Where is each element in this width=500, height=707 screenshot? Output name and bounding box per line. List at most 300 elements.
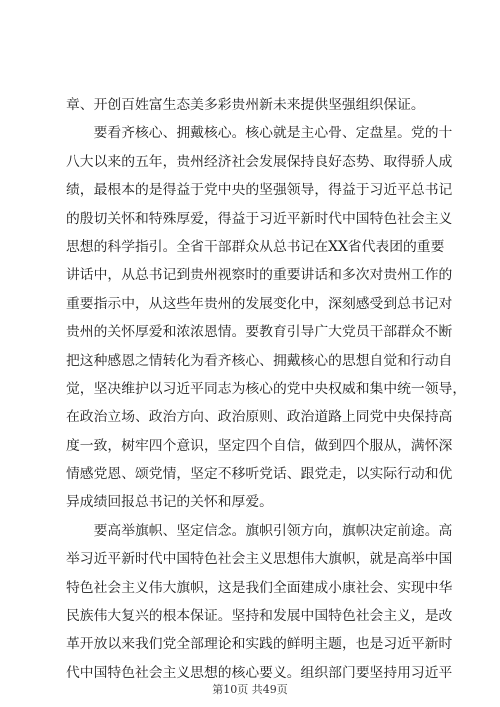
text-glyph: 要 [245,324,260,341]
text-glyph: 和 [355,380,370,397]
text-glyph: 社 [134,664,149,681]
text-glyph: 大 [328,324,342,341]
text-line [66,119,453,147]
text-glyph: 导 [300,182,315,199]
text-glyph: 主 [162,664,177,681]
text-glyph: ， [452,380,467,397]
text-glyph: 思 [341,352,356,369]
text-glyph: 是 [383,551,398,568]
text-glyph: 来 [121,636,135,653]
text-glyph: 。 [286,664,301,681]
text-glyph: 团 [389,238,403,255]
text-glyph: 贵 [176,153,191,170]
text-glyph: 骨 [328,125,342,142]
text-glyph: 济 [217,153,232,170]
text-glyph: 中 [121,295,135,312]
text-glyph: 向 [190,409,204,426]
text-glyph: 致 [93,437,108,454]
text-glyph: 主 [314,636,329,653]
text-glyph: 国 [93,664,108,681]
text-glyph: 。 [397,125,411,142]
text-glyph: 是 [231,579,246,596]
text-glyph: 场 [121,409,135,426]
text-glyph: 织 [314,664,329,681]
text-glyph: 总 [410,182,425,199]
text-glyph: 拥 [272,352,287,369]
text-glyph: ， [355,551,370,568]
text-glyph: 部 [190,636,204,653]
text-glyph: 受 [369,295,384,312]
text-glyph: 用 [397,664,411,681]
text-glyph: 的 [121,153,135,170]
text-glyph: 次 [355,267,370,284]
text-glyph: 行 [410,352,425,369]
text-glyph: 伟 [148,579,163,596]
text-glyph: 。 [231,324,246,341]
text-glyph: 记 [424,295,439,312]
text-glyph: 动 [424,352,439,369]
text-glyph: 鲜 [286,636,301,653]
text-glyph: 四 [245,437,260,454]
text-glyph: 的 [424,125,439,142]
text-glyph: 题 [328,636,342,653]
text-glyph: 中 [383,380,398,397]
text-glyph: 习 [162,380,177,397]
text-glyph: 于 [355,182,370,199]
text-glyph: 会 [369,579,384,596]
text-glyph: 党 [369,409,384,426]
text-glyph: 的 [148,608,163,625]
text-glyph: 高 [438,409,453,426]
text-glyph: 、 [383,579,398,596]
text-glyph: 对 [438,295,453,312]
text-glyph: 的 [402,238,417,255]
text-glyph: 国 [438,551,453,568]
text-glyph: 恩 [107,466,122,483]
text-glyph: 特 [369,210,384,227]
text-glyph: 我 [245,579,260,596]
text-glyph: 思 [190,664,204,681]
text-glyph: ， [341,466,356,483]
text-glyph: 要 [355,664,370,681]
text-glyph: 感 [79,466,94,483]
text-glyph: 情 [148,352,163,369]
text-glyph: 央 [314,380,329,397]
text-glyph: 义 [272,664,287,681]
text-glyph: 特 [328,608,342,625]
text-glyph: 自 [272,437,287,454]
text-glyph: 复 [121,608,135,625]
text-glyph: 深 [438,437,453,454]
text-glyph: 政 [79,409,94,426]
text-glyph [66,517,80,545]
text-glyph: 发 [245,295,260,312]
text-glyph: 怀 [121,324,135,341]
text-glyph: 中 [341,210,356,227]
text-glyph: 、 [341,125,356,142]
text-glyph: 主 [245,551,260,568]
text-glyph: 的 [66,210,80,227]
text-glyph: 坚 [176,522,191,539]
text-glyph: 主 [383,608,398,625]
text-glyph: 来 [107,153,122,170]
text-glyph: 跟 [300,466,315,483]
text-line [66,148,453,176]
text-glyph: 要 [259,664,273,681]
text-glyph: ， [314,182,329,199]
text-glyph: 的 [328,352,342,369]
text-glyph: 组 [300,664,315,681]
text-glyph: 道 [314,409,329,426]
text-glyph: 记 [162,267,177,284]
text-glyph: 变 [272,295,287,312]
text-glyph: 和 [259,608,273,625]
text-glyph: 特 [190,551,204,568]
text-glyph: 大 [79,153,94,170]
text-glyph: 帜 [259,522,273,539]
text-glyph: 怀 [121,210,135,227]
text-glyph: 以 [355,466,370,483]
text-glyph: 个 [162,437,177,454]
text-glyph: 五 [134,153,149,170]
text-glyph: 全 [272,579,287,596]
text-glyph: 色 [341,608,356,625]
text-glyph: 州 [79,324,94,341]
text-glyph: 核 [231,664,246,681]
text-glyph: 从 [121,267,135,284]
text-glyph: 的 [272,636,287,653]
text-glyph: 员 [355,324,370,341]
text-glyph: 民 [66,608,80,625]
text-glyph: 浓 [176,324,191,341]
text-glyph: 根 [162,608,177,625]
text-line [66,630,453,658]
text-glyph: 从 [148,295,163,312]
text-glyph: 行 [397,466,411,483]
text-glyph: 书 [148,267,163,284]
text-glyph: 州 [217,295,232,312]
text-glyph: ， [341,636,356,653]
text-glyph: 广 [314,324,329,341]
text-glyph: 坚 [93,380,108,397]
text-glyph: 、 [134,409,149,426]
text-line-content: 章、开创百姓富生态美多彩贵州新未来提供坚强组织保证。 [66,97,425,113]
text-glyph: 和 [231,636,246,653]
text-glyph: 势 [355,153,370,170]
text-glyph: 度 [66,437,80,454]
text-glyph: 多 [341,267,356,284]
text-glyph: 旗 [176,579,191,596]
text-glyph: 央 [231,182,246,199]
text-glyph: 牢 [134,437,149,454]
text-glyph: 讲 [66,267,80,284]
text-glyph: 这 [162,295,177,312]
text-glyph: 途 [410,522,425,539]
text-glyph: 持 [383,664,398,681]
text-glyph: 社 [231,153,246,170]
text-glyph: ， [107,267,122,284]
text-glyph: 州 [397,267,411,284]
text-glyph: 平 [107,551,122,568]
text-glyph: 书 [410,295,425,312]
text-glyph: 集 [369,380,384,397]
text-glyph: 保 [286,153,301,170]
text-glyph: 之 [134,352,149,369]
text-glyph: ， [79,182,94,199]
text-glyph: 色 [121,664,135,681]
text-glyph: 些 [176,295,191,312]
text-glyph: 中 [300,380,315,397]
text-glyph: 十 [438,125,453,142]
text-glyph: 不 [424,324,439,341]
text-glyph: 思 [272,551,287,568]
text-glyph: 众 [410,324,425,341]
text-glyph: 主 [300,125,315,142]
text-glyph: 社 [355,608,370,625]
text-glyph: 科 [107,238,122,255]
text-glyph: 群 [397,324,411,341]
text-glyph: 定 [203,466,218,483]
text-glyph: 得 [162,182,177,199]
text-glyph: 指 [134,238,149,255]
text-glyph: ， [314,295,329,312]
text-line [66,375,467,403]
text-glyph: 的 [217,664,232,681]
text-glyph: 小 [328,579,342,596]
text-line [66,318,453,346]
text-glyph: 平 [286,210,301,227]
text-glyph: 国 [355,210,370,227]
text-glyph: 恩 [203,324,218,341]
text-glyph: 国 [314,608,329,625]
text-glyph: 们 [259,579,273,596]
text-glyph: 社 [355,579,370,596]
text-glyph: 大 [162,579,177,596]
text-glyph: 主 [424,210,439,227]
text-glyph: 义 [397,608,411,625]
text-glyph: 和 [134,210,149,227]
text-glyph: 断 [438,324,453,341]
text-glyph: 得 [328,182,342,199]
text-glyph: 以 [107,636,122,653]
text-glyph: 代 [66,664,80,681]
text-glyph: 持 [424,409,439,426]
text-glyph: 这 [79,352,94,369]
text-glyph: 义 [134,579,149,596]
text-glyph: 经 [203,153,218,170]
text-glyph: 骄 [410,153,425,170]
text-glyph: 省 [190,238,204,255]
text-glyph: 坚 [259,182,273,199]
text-glyph: 、 [369,153,384,170]
text-glyph: 伟 [93,608,108,625]
text-glyph: 党 [259,466,273,483]
text-glyph: 展 [286,608,301,625]
text-glyph: 、 [259,352,273,369]
text-glyph: 色 [383,210,398,227]
text-glyph: 新 [121,551,135,568]
text-glyph: ， [203,210,218,227]
text-glyph: 、 [272,409,287,426]
text-glyph: 化 [286,295,301,312]
text-glyph: 以 [93,153,108,170]
text-line [66,432,453,460]
document-body [66,91,467,687]
text-glyph: 实 [369,466,384,483]
text-glyph: 年 [148,153,163,170]
text-glyph: 践 [259,636,273,653]
text-glyph: 中 [424,551,439,568]
text-glyph: 领 [286,522,301,539]
text-glyph: 厚 [176,210,191,227]
text-glyph: 时 [314,210,329,227]
text-glyph: 的 [93,238,108,255]
text-glyph: 护 [134,380,149,397]
text-glyph: 贵 [190,267,204,284]
text-glyph: 从 [259,238,273,255]
text-glyph: 面 [286,579,301,596]
text-glyph: 引 [148,238,163,255]
text-glyph: 习 [259,210,273,227]
text-glyph: 党 [410,125,425,142]
text-glyph: 话 [272,466,287,483]
text-glyph: 总 [397,295,411,312]
text-glyph: 平 [397,182,411,199]
text-glyph: 良 [314,153,329,170]
text-glyph: 情 [217,324,232,341]
text-glyph: 定 [190,522,204,539]
text-glyph: 群 [231,238,246,255]
text-line [66,517,453,545]
text-glyph: 。 [217,608,232,625]
text-glyph: 部 [383,324,398,341]
text-glyph: 年 [190,295,204,312]
text-glyph: 平 [190,380,204,397]
text-glyph: 心 [217,125,232,142]
text-glyph: 盘 [369,125,384,142]
text-glyph: 旗 [341,522,356,539]
text-glyph: 觉 [66,380,80,397]
text-glyph: 思 [66,238,80,255]
text-glyph: 革 [66,636,80,653]
text-glyph: 学 [121,238,135,255]
text-glyph: 主 [121,579,135,596]
text-line [66,261,453,289]
text-glyph: 社 [397,210,411,227]
text-glyph: 会 [107,579,122,596]
text-glyph: 色 [79,579,94,596]
text-glyph: 决 [107,380,122,397]
text-glyph: 走 [328,466,342,483]
text-glyph: 要 [93,125,108,142]
text-glyph: 听 [245,466,260,483]
text-glyph: 政 [148,409,163,426]
text-glyph: 央 [397,409,411,426]
text-glyph: 帜 [190,579,204,596]
text-glyph: 绩 [66,182,80,199]
text-glyph: 发 [259,153,273,170]
text-glyph: 治 [162,409,177,426]
text-glyph: 指 [93,295,108,312]
text-glyph: 情 [162,466,177,483]
text-glyph: 中 [79,664,94,681]
text-glyph: 原 [245,409,260,426]
text-glyph: 是 [148,182,163,199]
text-glyph: 众 [245,238,260,255]
text-glyph: 颂 [134,466,149,483]
text-line [66,205,453,233]
text-glyph: 政 [217,409,232,426]
text-glyph: 族 [79,608,94,625]
text-glyph: 习 [369,182,384,199]
text-glyph: 中 [424,579,439,596]
text-glyph: 举 [410,551,425,568]
text-glyph: 近 [272,210,287,227]
text-glyph: 看 [107,125,122,142]
text-glyph: 党 [341,324,356,341]
text-glyph: 总 [272,238,287,255]
text-glyph: 自 [369,352,384,369]
text-glyph: 要 [79,295,94,312]
text-glyph: 坚 [217,437,232,454]
text-glyph: 移 [231,466,246,483]
text-glyph: 取 [383,153,398,170]
text-glyph: 态 [341,153,356,170]
text-glyph: ， [203,437,218,454]
text-glyph [66,119,80,147]
text-glyph: 一 [79,437,94,454]
page-footer: 第10页 共49页 [212,683,288,696]
text-glyph: 大 [314,551,329,568]
text-glyph: 时 [438,636,453,653]
text-glyph: 治 [93,409,108,426]
text-glyph: 特 [66,579,80,596]
text-glyph: 为 [231,380,246,397]
text-glyph: 视 [217,267,232,284]
text-glyph: 会 [369,608,384,625]
text-glyph: 党 [203,182,218,199]
text-glyph: 代 [148,551,163,568]
text-glyph: 动 [410,466,425,483]
text-glyph: 会 [231,551,246,568]
text-glyph: 感 [107,352,122,369]
text-glyph: 义 [176,664,191,681]
text-glyph: 党 [162,636,177,653]
text-glyph: X [337,238,348,255]
text-glyph: 厚 [134,324,149,341]
text-glyph: 近 [383,182,398,199]
text-glyph: 核 [134,125,149,142]
text-glyph: 持 [300,153,315,170]
text-glyph: 权 [328,380,342,397]
text-glyph: 爱 [190,210,204,227]
text-glyph: 大 [107,608,122,625]
text-glyph: 记 [438,182,453,199]
text-glyph: 帜 [341,551,356,568]
text-glyph: 实 [397,579,411,596]
text-glyph: 新 [300,210,315,227]
text-glyph: 对 [369,267,384,284]
text-glyph: 要 [93,522,108,539]
text-glyph: 的 [245,182,260,199]
text-glyph: 会 [245,153,260,170]
text-glyph: 前 [397,522,411,539]
text-glyph: 感 [355,295,370,312]
text-glyph: 。 [231,125,246,142]
text-glyph: 和 [397,352,411,369]
text-glyph: 论 [217,636,232,653]
text-glyph: 拥 [176,125,191,142]
